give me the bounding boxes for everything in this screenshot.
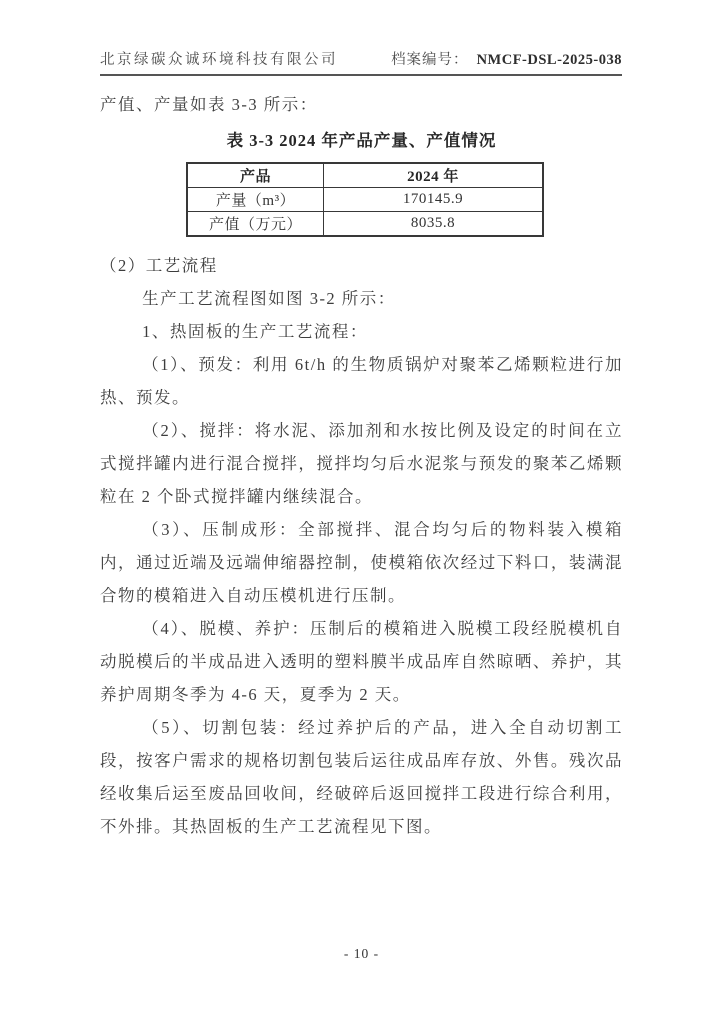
paragraph-process-list-title: 1、热固板的生产工艺流程： xyxy=(142,322,368,341)
paragraph-step-5: （5）、切割包装：经过养护后的产品，进入全自动切割工段，按客户需求的规格切割包装后运往成品库存放、外售。残次品经收集后运至废品回收间，经破碎后返回搅拌工段进行综合利用，不外排。其热固板的生产工艺流程见下图。 xyxy=(100,718,623,836)
section-heading: （2）工艺流程 xyxy=(100,256,218,275)
table-header-row xyxy=(187,163,543,188)
table-cell-output-label: 产量（m³） xyxy=(187,188,324,212)
page-body xyxy=(100,88,623,843)
table-cell-value-value: 8035.8 xyxy=(324,212,544,237)
page-number: - 10 - xyxy=(343,946,380,961)
table-row xyxy=(187,188,543,212)
paragraph-step-1: （1）、预发：利用 6t/h 的生物质锅炉对聚苯乙烯颗粒进行加热、预发。 xyxy=(100,355,623,407)
archive-number: NMCF-DSL-2025-038 xyxy=(476,52,622,68)
table-header-product: 产品 xyxy=(187,163,324,188)
paragraph-step-4: （4）、脱模、养护：压制后的模箱进入脱模工段经脱模机自动脱模后的半成品进入透明的塑料膜半成品库自然晾晒、养护，其养护周期冬季为 4-6 天，夏季为 2 天。 xyxy=(100,619,623,704)
table-cell-output-value: 170145.9 xyxy=(324,188,544,212)
archive-label: 档案编号： xyxy=(391,52,469,68)
intro-line: 产值、产量如表 3-3 所示： xyxy=(100,95,318,114)
page-header xyxy=(100,48,622,76)
archive-field xyxy=(391,48,622,69)
table-cell-value-label: 产值（万元） xyxy=(187,212,324,237)
table-row xyxy=(187,212,543,237)
production-table xyxy=(186,162,544,237)
table-header-year: 2024 年 xyxy=(324,163,544,188)
table-title: 表 3-3 2024 年产品产量、产值情况 xyxy=(226,131,497,150)
paragraph-step-3: （3）、压制成形：全部搅拌、混合均匀后的物料装入模箱内，通过近端及远端伸缩器控制，使模箱依次经过下料口，装满混合物的模箱进入自动压模机进行压制。 xyxy=(100,520,623,605)
company-name: 北京绿碳众诚环境科技有限公司 xyxy=(100,52,338,68)
paragraph-step-2: （2）、搅拌：将水泥、添加剂和水按比例及设定的时间在立式搅拌罐内进行混合搅拌，搅拌均匀后水泥浆与预发的聚苯乙烯颗粒在 2 个卧式搅拌罐内继续混合。 xyxy=(100,421,623,506)
paragraph-flow-intro: 生产工艺流程图如图 3-2 所示： xyxy=(142,289,396,308)
